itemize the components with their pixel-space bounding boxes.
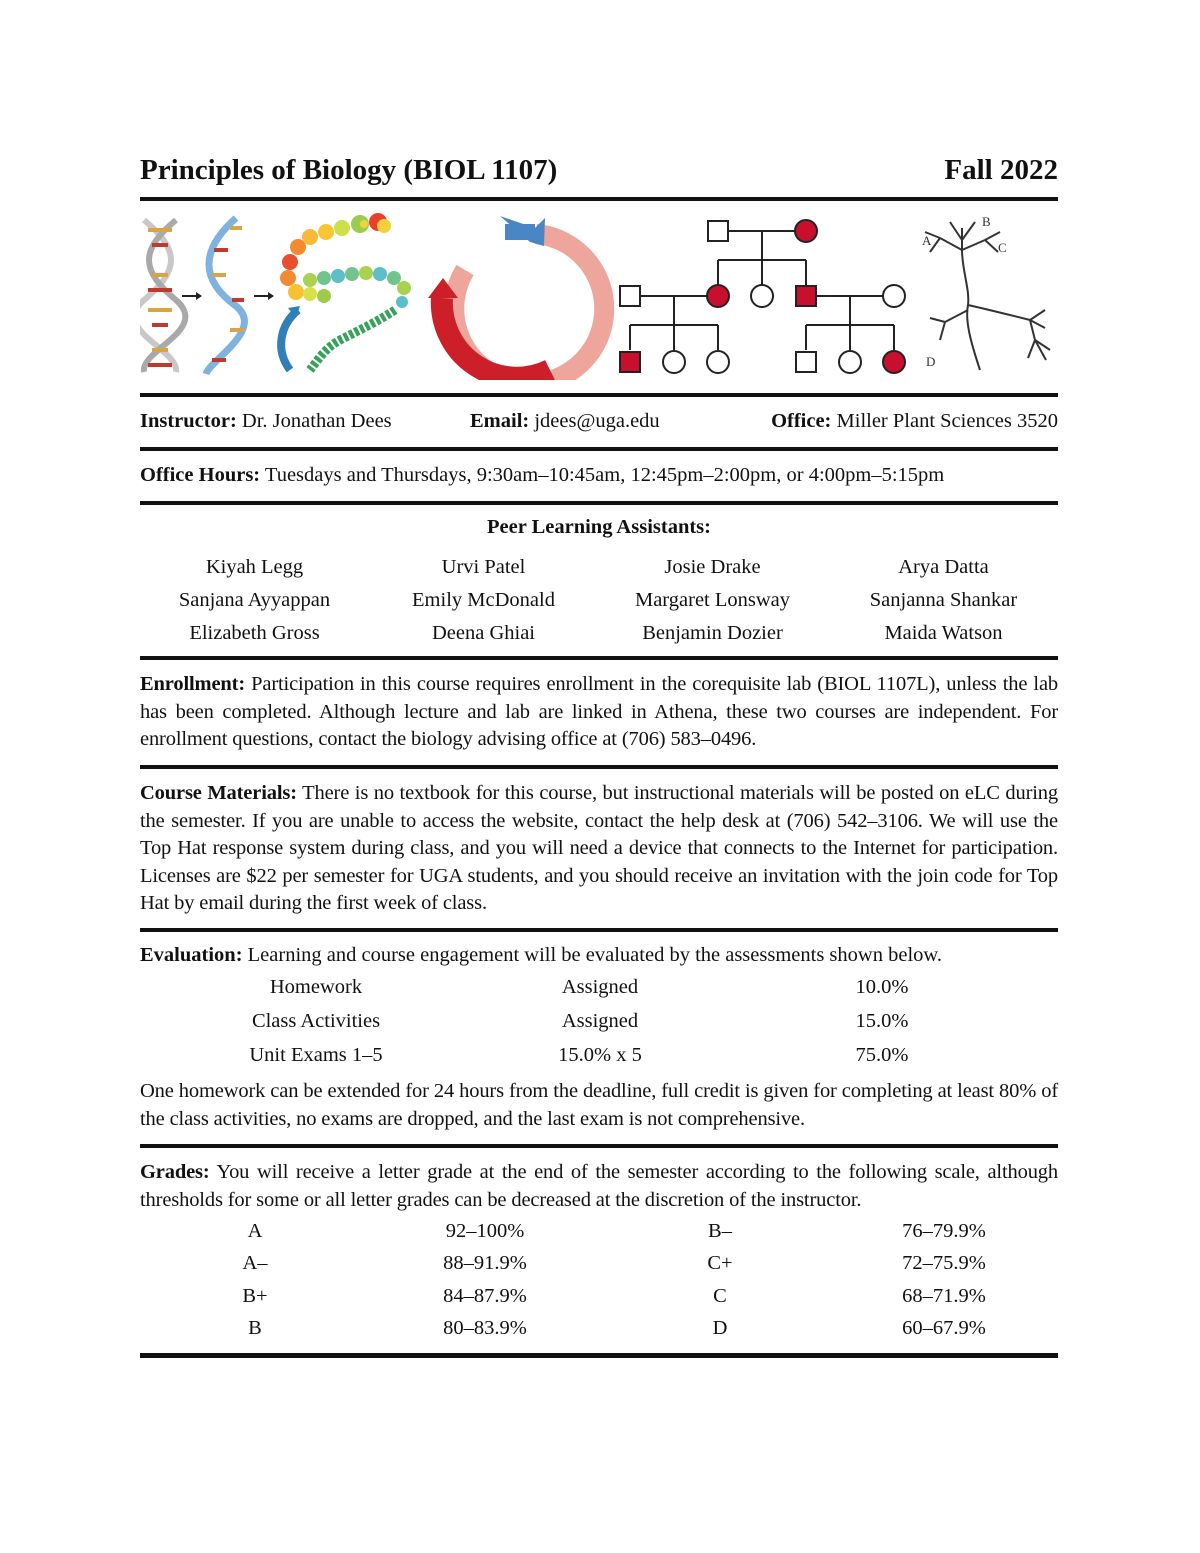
pla-name: Emily McDonald <box>412 589 555 611</box>
table-cell: D <box>712 1317 728 1339</box>
table-cell: B– <box>708 1220 732 1242</box>
pla-name: Deena Ghiai <box>431 622 536 644</box>
enrollment-section <box>140 671 1058 754</box>
divider <box>140 447 1058 451</box>
tree-label-b: B <box>982 214 991 229</box>
table-cell: 10.0% <box>855 976 909 998</box>
table-cell: Assigned <box>561 976 639 998</box>
office-hours-text: Tuesdays and Thursdays, 9:30am–10:45am, 12:45pm–2:00pm, or 4:00pm–5:15pm <box>264 464 945 486</box>
instructor-label: Instructor: <box>140 410 237 432</box>
instructor-field <box>140 408 392 435</box>
tree-label-c: C <box>998 240 1007 255</box>
table-cell: 15.0% x 5 <box>558 1044 642 1066</box>
divider <box>140 928 1058 932</box>
evaluation-text: Learning and course engagement will be evaluated by the assessments shown below. <box>247 944 942 966</box>
title-row <box>140 150 1058 194</box>
table-cell: 80–83.9% <box>443 1317 527 1339</box>
table-cell: B <box>248 1317 262 1339</box>
table-cell: Assigned <box>561 1010 639 1032</box>
table-cell: A <box>247 1220 263 1242</box>
pla-name: Maida Watson <box>884 622 1003 644</box>
pla-name: Josie Drake <box>664 556 761 578</box>
email-label: Email: <box>470 410 530 432</box>
materials-section <box>140 780 1058 918</box>
enrollment-text: Participation in this course requires enrollment in the corequisite lab (BIOL 1107L), unless the lab has been completed. Although lecture and lab are linked in Athena, these two courses are independent. For enrollment questions, contact the biology advising office at <box>140 673 1058 750</box>
tree-label-a: A <box>922 233 932 248</box>
divider <box>140 197 1058 201</box>
pla-name: Urvi Patel <box>441 556 526 578</box>
office-label: Office: <box>771 410 832 432</box>
divider <box>140 393 1058 397</box>
table-cell: 76–79.9% <box>902 1220 986 1242</box>
table-cell: 72–75.9% <box>902 1252 986 1274</box>
table-cell: Homework <box>269 976 363 998</box>
tree-label-d: D <box>926 354 936 369</box>
pla-name: Arya Datta <box>898 556 989 578</box>
grades-label: Grades: <box>140 1161 210 1183</box>
divider <box>140 765 1058 769</box>
divider <box>140 501 1058 505</box>
enrollment-phone: (706) 583–0496. <box>621 728 757 750</box>
table-cell: C+ <box>707 1252 733 1274</box>
materials-text: There is no textbook for this course, but instructional materials will be posted on eLC during the semester. If you are unable to access the website, contact the help desk at (706) 542–3106. We will use the Top Hat response system during class, and you will need a device that connects to the Internet for participation. Licenses are $22 per semester for UGA students, and you should receive an invitation with the join code for Top Hat by email during the first week of class. <box>140 782 1058 914</box>
office-location: Miller Plant Sciences 3520 <box>836 410 1058 432</box>
evaluation-label: Evaluation: <box>140 944 243 966</box>
pla-name: Margaret Lonsway <box>634 589 791 611</box>
pla-name: Elizabeth Gross <box>189 622 320 644</box>
evaluation-intro <box>140 942 1058 969</box>
pla-heading: Peer Learning Assistants: <box>487 516 711 538</box>
evolution-tree-icon <box>922 214 1050 370</box>
table-cell: 92–100% <box>445 1220 525 1242</box>
table-cell: Class Activities <box>251 1010 381 1032</box>
email-field <box>470 408 660 435</box>
email-link[interactable]: jdees@uga.edu <box>534 410 660 432</box>
divider <box>140 656 1058 660</box>
table-cell: B+ <box>242 1285 268 1307</box>
table-cell: 68–71.9% <box>902 1285 986 1307</box>
instructor-name: Dr. Jonathan Dees <box>241 410 392 432</box>
office-field <box>771 408 1058 435</box>
evaluation-note: One homework can be extended for 24 hours from the deadline, full credit is given for completing at least 80% of the class activities, no exams are dropped, and the last exam is not comprehensive. <box>140 1080 1058 1130</box>
course-title: Principles of Biology (BIOL 1107) <box>140 154 558 186</box>
office-hours-label: Office Hours: <box>140 464 261 486</box>
pla-name: Sanjanna Shankar <box>869 589 1018 611</box>
table-cell: A– <box>242 1252 268 1274</box>
table-cell: 15.0% <box>855 1010 909 1032</box>
table-cell: 88–91.9% <box>443 1252 527 1274</box>
grades-text: You will receive a letter grade at the end of the semester according to the following scale, although thresholds for some or all letter grades can be decreased at the discretion of the instructor. <box>140 1161 1058 1211</box>
divider <box>140 1353 1058 1358</box>
grades-section <box>140 1159 1058 1214</box>
pla-name: Benjamin Dozier <box>642 622 783 644</box>
pla-name: Kiyah Legg <box>205 556 304 578</box>
term-label: Fall 2022 <box>944 154 1058 186</box>
arrow-right-icon <box>182 292 202 300</box>
cell-cycle-icon <box>428 216 604 380</box>
table-cell: Unit Exams 1–5 <box>249 1044 383 1066</box>
pla-name: Sanjana Ayyappan <box>178 589 331 611</box>
office-hours-row <box>140 462 1058 489</box>
table-cell: C <box>713 1285 727 1307</box>
table-cell: 75.0% <box>855 1044 909 1066</box>
pedigree-chart-icon <box>620 220 905 373</box>
divider <box>140 1144 1058 1148</box>
enrollment-label: Enrollment: <box>140 673 246 695</box>
rna-strand-icon <box>206 218 244 374</box>
materials-label: Course Materials: <box>140 782 297 804</box>
protein-chain-icon <box>280 213 411 370</box>
dna-helix-icon <box>140 220 185 372</box>
biology-banner <box>140 210 1058 380</box>
table-cell: 60–67.9% <box>902 1317 986 1339</box>
table-cell: 84–87.9% <box>443 1285 527 1307</box>
instructor-info-row <box>140 408 1058 438</box>
arrow-right-icon <box>254 292 274 300</box>
